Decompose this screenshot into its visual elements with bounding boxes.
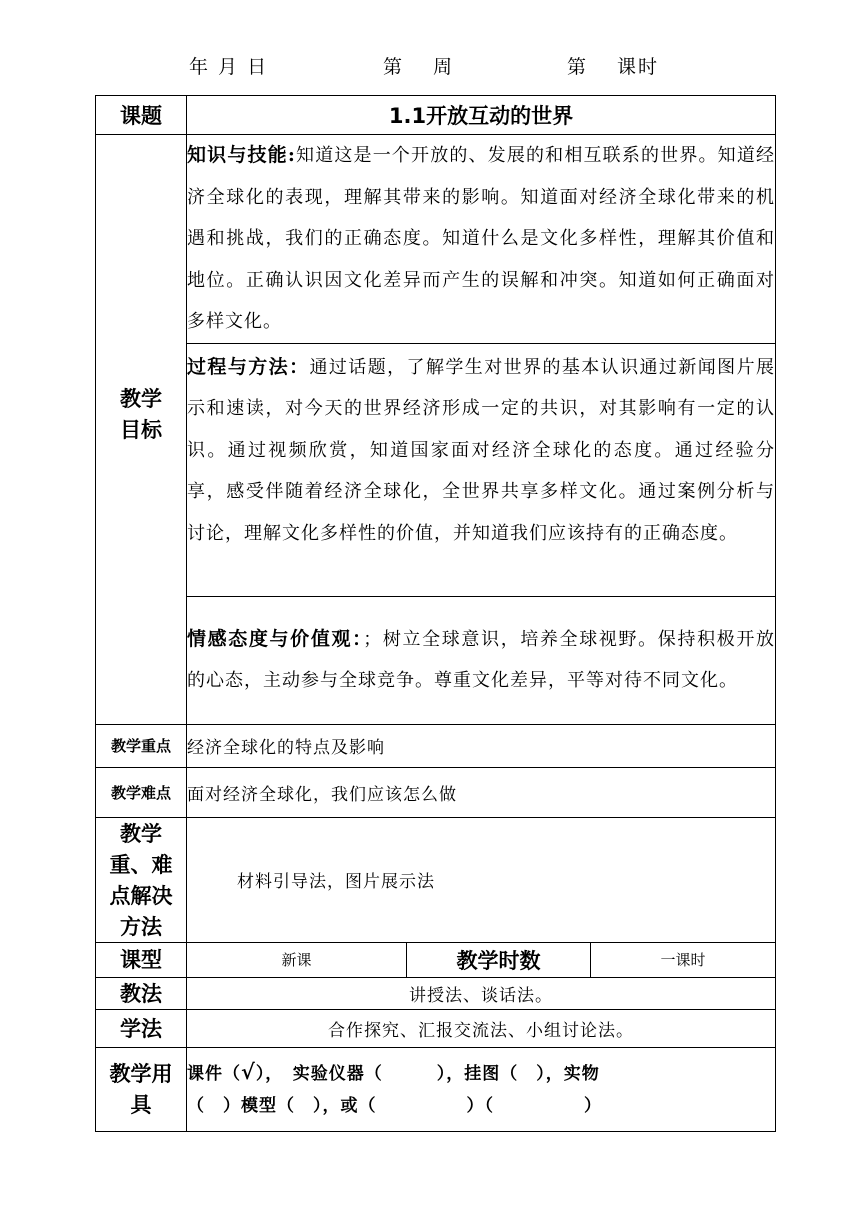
learning-row xyxy=(96,1009,776,1047)
focus-text: 经济全球化的特点及影响 xyxy=(187,724,776,767)
courseware-check-mark: √ xyxy=(241,1059,256,1084)
emotion-text: ；树立全球意识，培养全球视野。保持积极开放的心态，主动参与全球竞争。尊重文化差异，平等对待不同文化。 xyxy=(187,628,775,691)
period-field: 第 课时 xyxy=(567,56,660,78)
process-methods-cell xyxy=(187,343,776,596)
objectives-row-emotion xyxy=(96,596,776,724)
focus-row xyxy=(96,724,776,767)
objectives-row-knowledge xyxy=(96,135,776,344)
topic-label: 课题 xyxy=(96,96,187,135)
courseware-label: 课件（ xyxy=(187,1064,241,1084)
lesson-plan-table xyxy=(95,95,776,1132)
tools-row xyxy=(96,1047,776,1131)
teaching-row xyxy=(96,977,776,1009)
topic-title: 1.1开放互动的世界 xyxy=(187,96,776,135)
date-field: 年 月 日 xyxy=(189,56,269,78)
tools-line-2: （ ）模型（ ），或（ ）（ ） xyxy=(187,1096,602,1116)
teaching-label: 教法 xyxy=(96,977,187,1009)
type-label: 课型 xyxy=(96,942,187,977)
tools-label: 教学用 具 xyxy=(96,1047,187,1131)
difficulty-text: 面对经济全球化，我们应该怎么做 xyxy=(187,767,776,817)
page-header xyxy=(0,52,860,82)
difficulty-label: 教学难点 xyxy=(96,767,187,817)
learning-label: 学法 xyxy=(96,1009,187,1047)
hours-label: 教学时数 xyxy=(407,942,591,977)
topic-row xyxy=(96,96,776,135)
teaching-value: 讲授法、谈话法。 xyxy=(187,977,776,1009)
type-row xyxy=(96,942,776,977)
knowledge-text: 知道这是一个开放的、发展的和相互联系的世界。知道经济全球化的表现，理解其带来的影响。知道面对经济全球化带来的机遇和挑战，我们的正确态度。知道什么是文化多样性，理解其价值和地位。正确认识因文化差异而产生的误解和冲突。知道如何正确面对多样文化。 xyxy=(187,145,776,332)
emotion-values-cell xyxy=(187,596,776,724)
objectives-label: 教学 目标 xyxy=(96,135,187,725)
method-row xyxy=(96,817,776,942)
emotion-heading: 情感态度与价值观： xyxy=(187,627,364,650)
process-heading: 过程与方法： xyxy=(187,355,310,378)
knowledge-skills-cell xyxy=(187,135,776,344)
tools-line-1-rest: ）， 实验仪器（ ），挂图（ ），实物 xyxy=(255,1064,600,1084)
objectives-row-process xyxy=(96,343,776,596)
hours-value: 一课时 xyxy=(591,942,776,977)
type-value: 新课 xyxy=(187,942,407,977)
method-text: 材料引导法，图片展示法 xyxy=(187,817,776,942)
method-label: 教学 重、难 点解决 方法 xyxy=(96,817,187,942)
difficulty-row xyxy=(96,767,776,817)
tools-line-1 xyxy=(187,1056,775,1090)
process-text: 通过话题，了解学生对世界的基本认识通过新闻图片展示和速读，对今天的世界经济形成一定的共识，对其影响有一定的认识。通过视频欣赏，知道国家面对经济全球化的态度。通过经验分享，感受伴随着经济全球化，全世界共享多样文化。通过案例分析与讨论，理解文化多样性的价值，并知道我们应该持有的正确态度。 xyxy=(187,356,775,544)
focus-label: 教学重点 xyxy=(96,724,187,767)
tools-cell xyxy=(187,1047,776,1131)
week-field: 第 周 xyxy=(383,56,455,78)
learning-value: 合作探究、汇报交流法、小组讨论法。 xyxy=(187,1009,776,1047)
knowledge-heading: 知识与技能: xyxy=(187,144,296,166)
